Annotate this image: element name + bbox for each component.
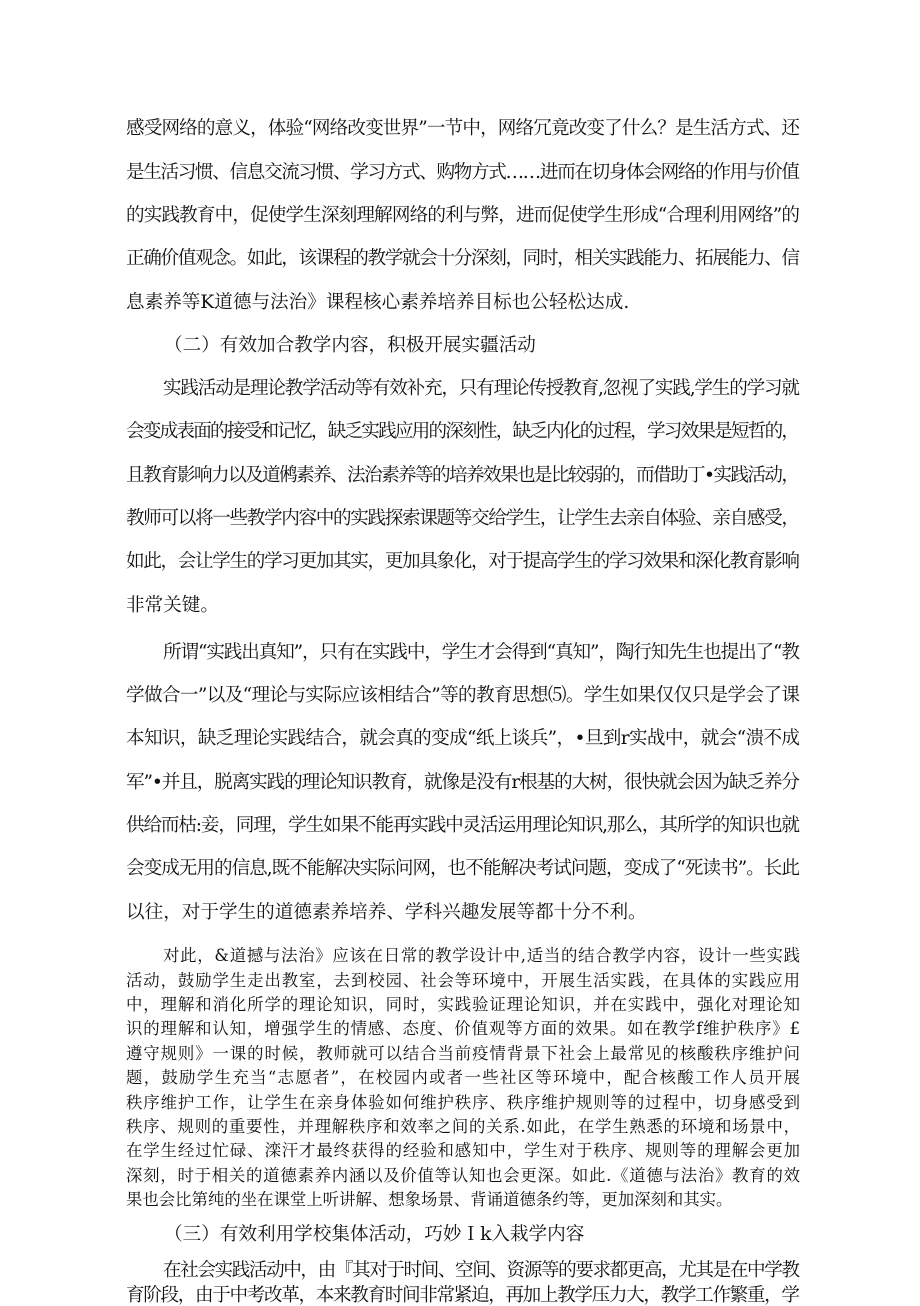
text-line: 是生活习惯、信息交流习惯、学习方式、购物方式……进而在切身体会网络的作用与价值 [126, 162, 799, 183]
text-line: 的实践教育中，促使学生深刻理解网络的利与弊，进而促使学生形成“合理利用网络”的 [126, 205, 800, 226]
text-line: 会变成无用的信息,既不能解决实际问网，也不能解决考试问题，变成了“死读书”。长此 [126, 858, 799, 879]
section-heading: （三）有效利用学校集体活动，巧妙Ｉk入栽学内容 [164, 1224, 585, 1245]
text-line: 且教育影响力以及道鸺素养、法治素养等的培养效果也是比较弱的，而借助丁•实践活动， [126, 465, 799, 486]
text-line: 实践活动是理论教学活动等有效补充，只有理论传授教育,忽视了实践,学生的学习就 [163, 378, 799, 399]
text-line: 在社会实践活动中，由『其对于时间、空间、资源等的要求都更高，尤其是在中学教 [163, 1260, 799, 1281]
text-line: 供给而枯:妾，同理，学生如果不能再实践中灵活运用理论知识,那么，其所学的知识也就 [126, 815, 799, 836]
text-line: 所谓“实践出真知”，只有在实践中，学生才会得到“真知”，陶行知先生也提出了“教 [163, 642, 799, 663]
text-line: 本知识，缺乏理论实践结合，就会真的变成“纸上谈兵”，•旦到r实战中，就会“溃不成 [126, 728, 800, 749]
text-line: 以往，对于学生的道德素养培养、学科兴趣发展等都十分不利。 [126, 902, 647, 923]
section-heading: （二）有效加合教学内容，积极开展实疆活动 [164, 335, 536, 356]
text-line: 军”•并且，脱离实践的理论知识教育，就像是没有r根基的大树，很快就会因为缺乏养分 [126, 772, 799, 793]
text-line: 题，鼓励学生充当“志愿者”，在校园内或者一些社区等环境中，配合核酸工作人员开展 [126, 1068, 802, 1087]
text-line: 在学生经过忙碌、滦汗才最终获得的经验和感知中，学生对于秩序、规则等的理解会更加 [126, 1141, 801, 1160]
text-line: 感受网络的意义，体验“网络改变世界”一节中，网络冗竟改变了什么？是生活方式、还 [126, 118, 800, 139]
text-line: 教师可以将一些教学内容中的实践探索课题等交给学生，让学生去亲自体验、亲自感受， [126, 508, 799, 529]
text-line: 正确价值观念。如此，该课程的教学就会十分深刻，同时，相关实践能力、拓展能力、信 [126, 248, 799, 269]
text-line: 深刻，时于相关的道德素养内涵以及价值等认知也会更深。如此.《道德与法治》教育的效 [126, 1166, 801, 1185]
text-line: 遵守规则》一课的时候，教师就可以结合当前疫情背景下社会上最常见的核酸秩序维护问 [126, 1044, 801, 1063]
text-line: 非常关键。 [126, 595, 219, 616]
text-line: 息素养等K道德与法治》课程核心素养培养目标也公轻松达成. [126, 292, 630, 313]
text-line: 秩序维护工作，让学生在亲身体验如何维护秩序、秩序维护规则等的过程中，切身感受到 [126, 1093, 801, 1112]
text-line: 学做合一”以及“理论与实际应该相结合”等的教育思想⑸。学生如果仅仅只是学会了课 [126, 685, 800, 706]
text-line: 会变成表面的接受和记忆，缺乏实践应用的深刻性，缺乏内化的过程，学习效果是短哲的， [126, 421, 799, 442]
text-line: 育阶段，由于中考改革，本来教育时间非常紧迫，再加上教学压力大，教学工作繁重，学 [126, 1285, 799, 1306]
text-line: 果也会比第纯的坐在课堂上听讲解、想象场景、背诵道德条约等，更加深刻和其实。 [126, 1190, 733, 1209]
text-line: 中，理解和消化所学的理论知识，同时，实践验证理论知识，并在实践中，强化对理论知 [126, 995, 801, 1014]
text-line: 活动，鼓励学生走出教室，去到校园、社会等环境中，开展生活实践，在具体的实践应用 [126, 971, 801, 990]
text-line: 如此，会让学生的学习更加其实，更加具象化，对于提高学生的学习效果和深化教育影响 [126, 551, 799, 572]
text-line: 对此，&道撼与法治》应该在日常的教学设计中,适当的结合教学内容，设计一些实践 [163, 946, 801, 965]
text-line: 识的理解和认知，增强学生的情感、态度、价值观等方面的效果。如在教学f维护秩序》£ [126, 1019, 801, 1038]
text-line: 秩序、规则的重要性，并理解秩序和效率之间的关系.如此，在学生熟悉的环境和场景中， [126, 1117, 801, 1136]
